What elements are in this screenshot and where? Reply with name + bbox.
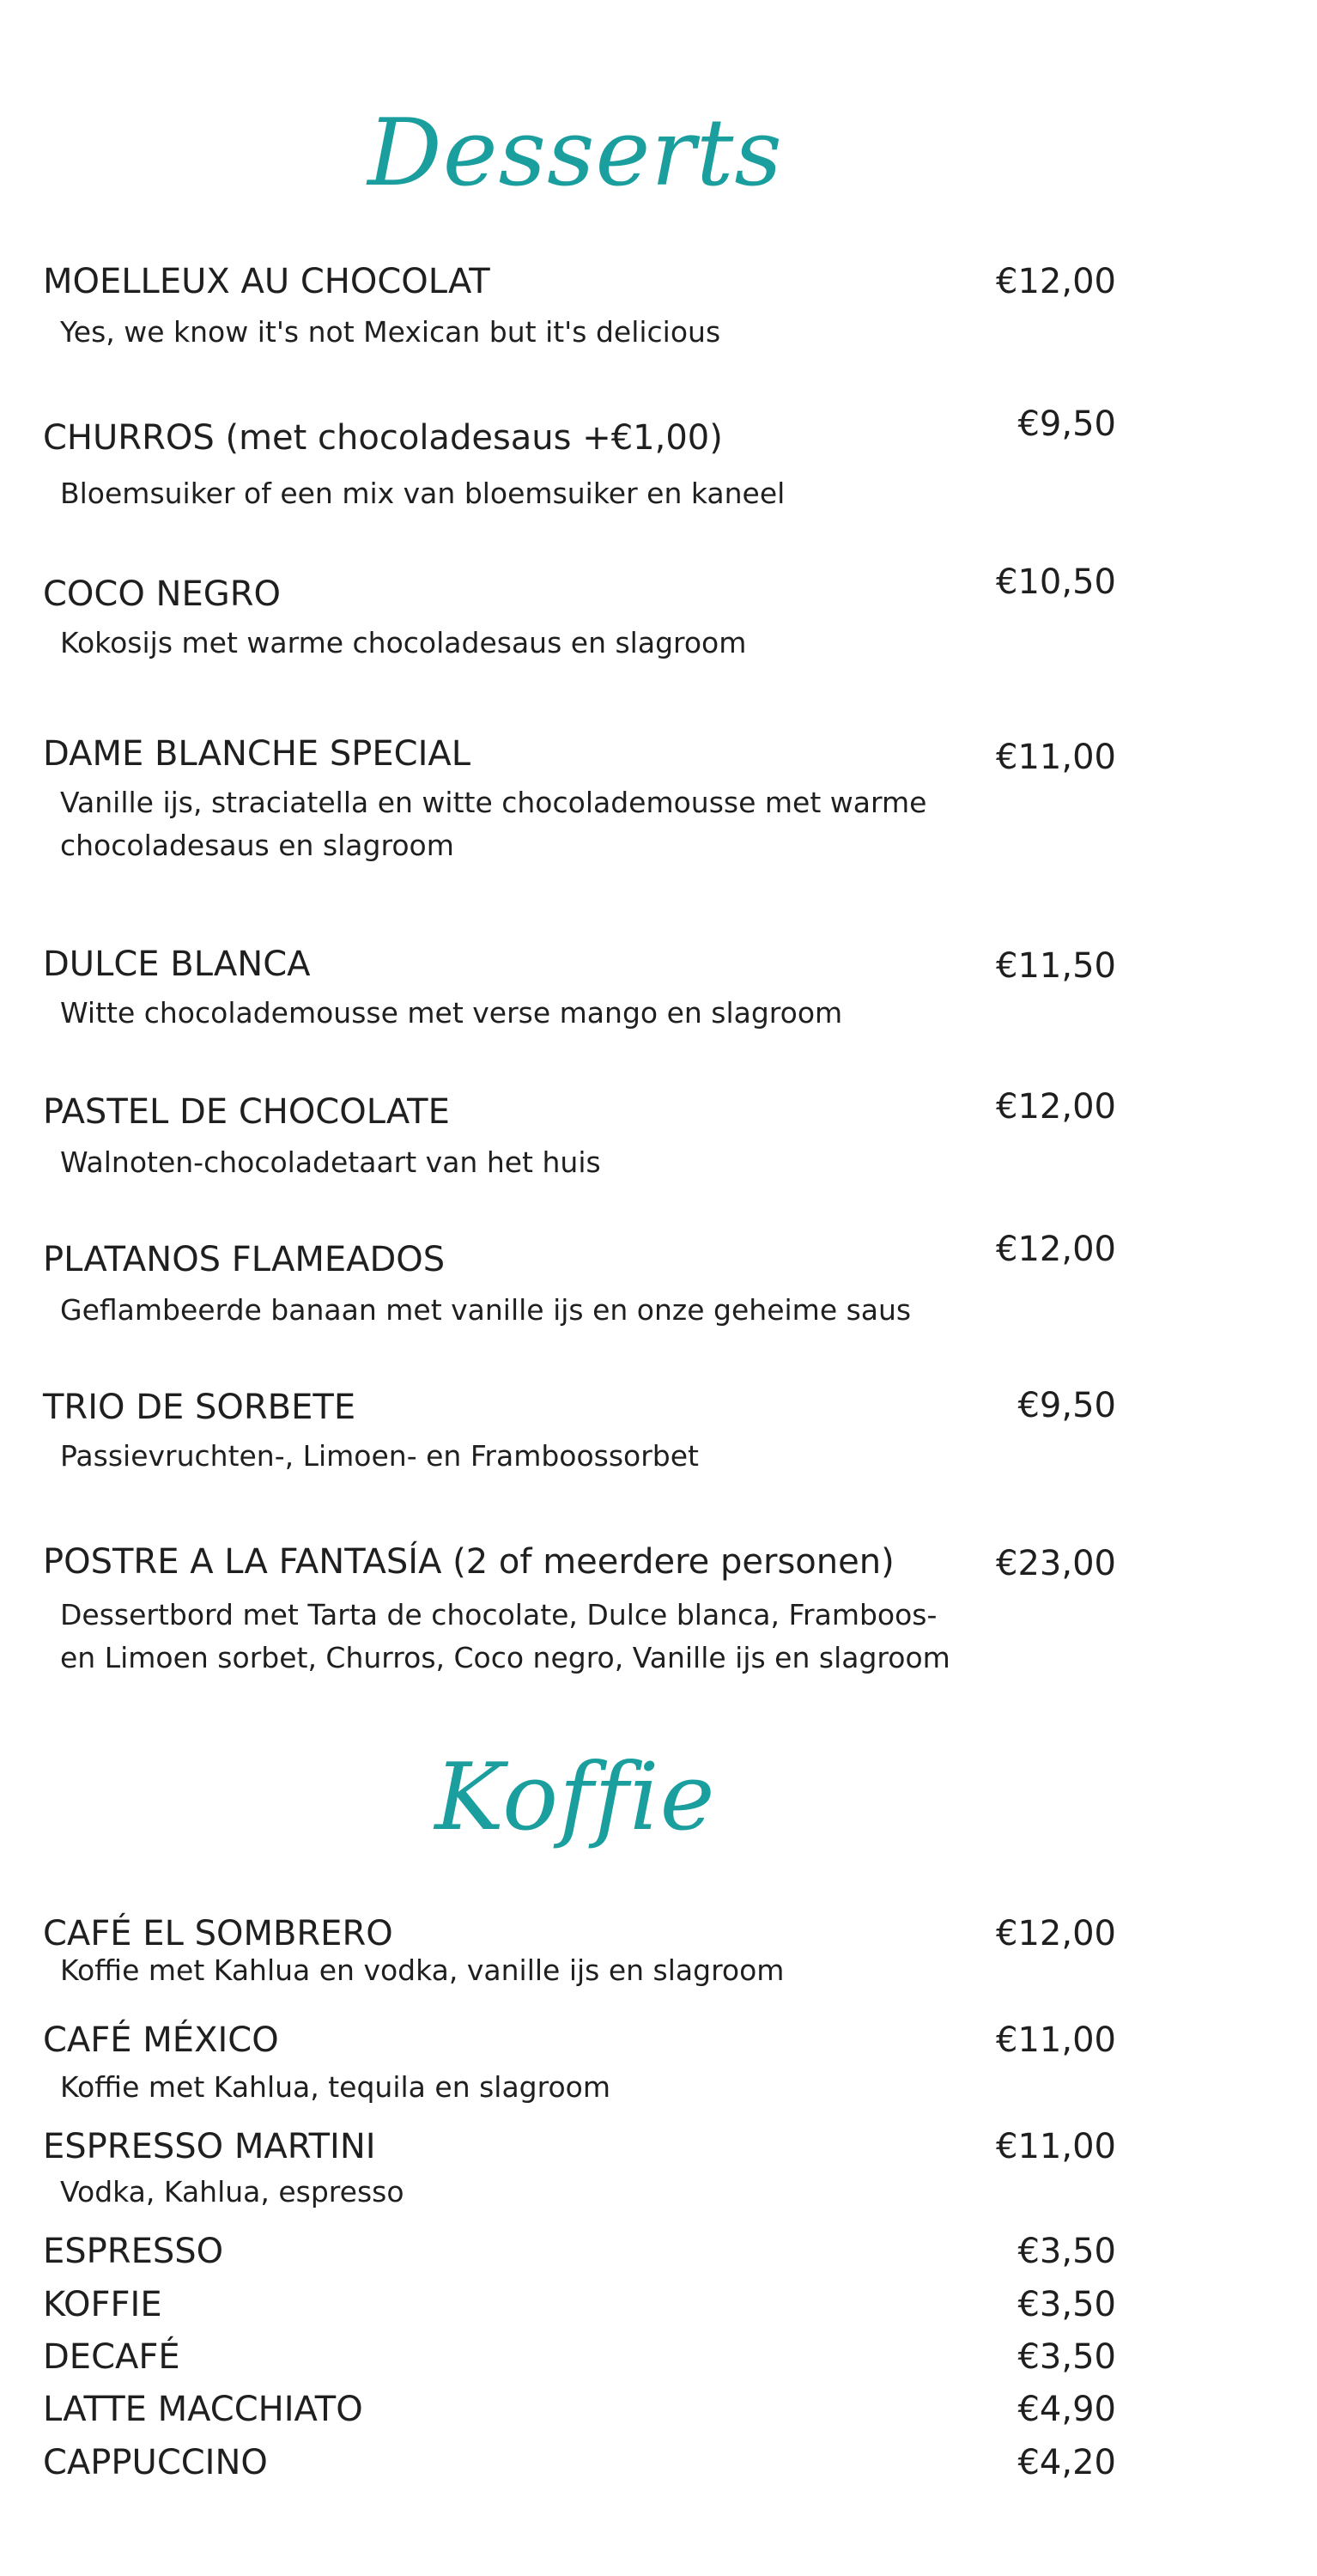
item-name: COCO NEGRO — [43, 574, 282, 614]
item-price: €4,20 — [1017, 2443, 1116, 2482]
item-description: Vodka, Kahlua, espresso — [60, 2175, 404, 2208]
item-description: Walnoten-chocoladetaart van het huis — [60, 1145, 601, 1179]
item-price: €12,00 — [996, 262, 1116, 301]
item-name: MOELLEUX AU CHOCOLAT — [43, 262, 490, 301]
item-description: Yes, we know it's not Mexican but it's delicious — [60, 315, 721, 349]
item-name: CAPPUCCINO — [43, 2443, 268, 2482]
item-price: €3,50 — [1017, 2285, 1116, 2324]
item-price: €11,00 — [996, 2020, 1116, 2060]
item-description: Koffie met Kahlua, tequila en slagroom — [60, 2070, 611, 2104]
item-price: €11,50 — [996, 946, 1116, 986]
item-price: €9,50 — [1017, 404, 1116, 444]
item-name: DECAFÉ — [43, 2337, 180, 2377]
item-description: Koffie met Kahlua en vodka, vanille ijs en slagroom — [60, 1953, 785, 1987]
item-name: ESPRESSO MARTINI — [43, 2127, 376, 2166]
desserts-heading: Desserts — [367, 100, 783, 207]
item-price: €23,00 — [996, 1544, 1116, 1583]
item-description: Vanille ijs, straciatella en witte chocolademousse met warme chocoladesaus en slagroom — [60, 786, 927, 862]
item-price: €11,00 — [996, 2127, 1116, 2166]
item-name: CHURROS (met chocoladesaus +€1,00) — [43, 418, 723, 458]
item-description: Witte chocolademousse met verse mango en slagroom — [60, 996, 843, 1030]
item-description: Dessertbord met Tarta de chocolate, Dulce blanca, Framboos- en Limoen sorbet, Churros, Coco negro, Vanille ijs en slagroom — [60, 1598, 950, 1674]
item-name: PLATANOS FLAMEADOS — [43, 1240, 446, 1279]
item-price: €12,00 — [996, 1914, 1116, 1953]
item-name: CAFÉ EL SOMBRERO — [43, 1914, 393, 1953]
item-name: KOFFIE — [43, 2285, 162, 2324]
item-price: €10,50 — [996, 562, 1116, 602]
item-price: €11,00 — [996, 738, 1116, 777]
item-name: CAFÉ MÉXICO — [43, 2020, 279, 2060]
item-name: ESPRESSO — [43, 2232, 224, 2271]
item-price: €3,50 — [1017, 2337, 1116, 2377]
item-price: €4,90 — [1017, 2390, 1116, 2429]
item-price: €3,50 — [1017, 2232, 1116, 2271]
item-price: €9,50 — [1017, 1386, 1116, 1425]
item-name: LATTE MACCHIATO — [43, 2390, 363, 2429]
item-price: €12,00 — [996, 1087, 1116, 1127]
item-description: Bloemsuiker of een mix van bloemsuiker en kaneel — [60, 477, 786, 510]
koffie-heading: Koffie — [434, 1744, 716, 1851]
item-name: PASTEL DE CHOCOLATE — [43, 1092, 450, 1132]
item-name: POSTRE A LA FANTASÍA (2 of meerdere personen) — [43, 1542, 895, 1582]
item-name: TRIO DE SORBETE — [43, 1388, 356, 1427]
item-price: €12,00 — [996, 1230, 1116, 1269]
item-name: DULCE BLANCA — [43, 945, 311, 984]
item-name: DAME BLANCHE SPECIAL — [43, 734, 471, 774]
item-description: Geflambeerde banaan met vanille ijs en onze geheime saus — [60, 1293, 912, 1327]
item-description: Kokosijs met warme chocoladesaus en slagroom — [60, 626, 747, 659]
item-description: Passievruchten-, Limoen- en Framboossorbet — [60, 1439, 699, 1473]
